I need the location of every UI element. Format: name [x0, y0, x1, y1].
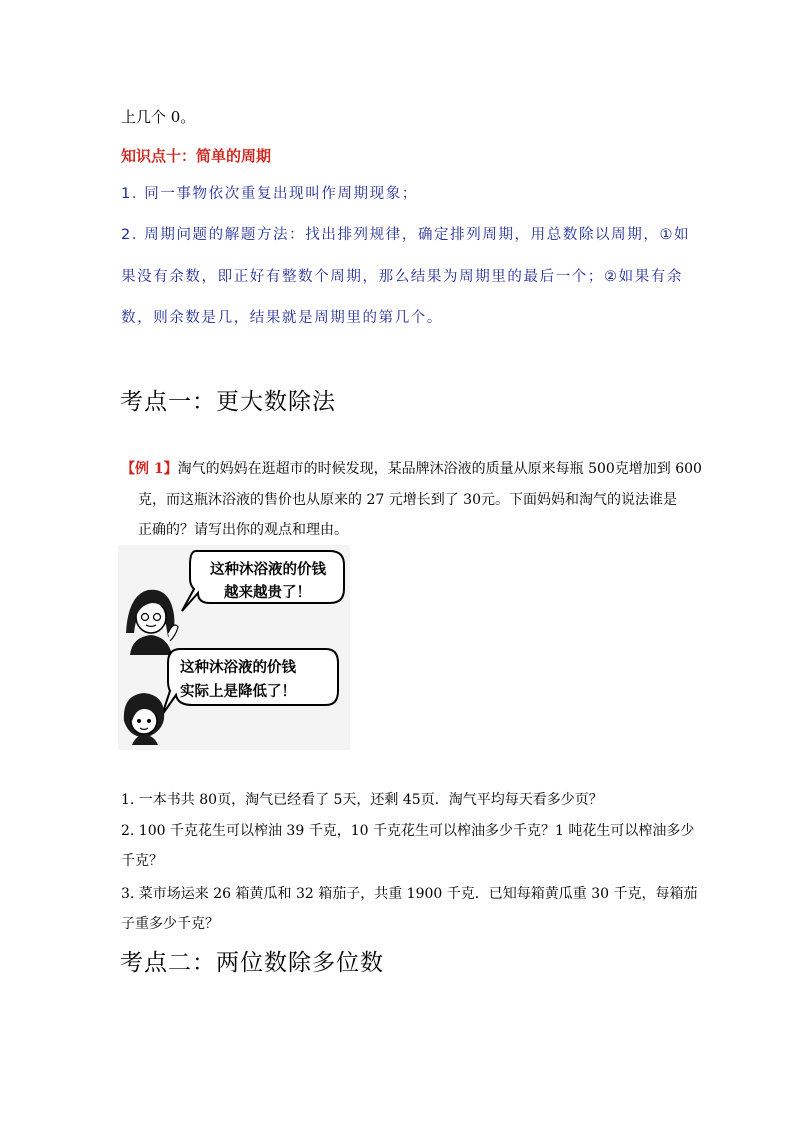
knowledge-line-1: 1. 同一事物依次重复出现叫作周期现象； — [121, 186, 418, 202]
section-title-1: 考点一：更大数除法 — [120, 389, 336, 415]
boy-bubble-line-2: 实际上是降低了！ — [180, 684, 296, 700]
question-3-line-1: 3. 菜市场运来 26 箱黄瓜和 32 箱茄子，共重 1900 千克．已知每箱黄瓜重 30 千克，每箱茄 — [121, 886, 698, 902]
example-line-2: 克，而这瓶沐浴液的售价也从原来的 27 元增长到了 30元。下面妈妈和淘气的说法谁是 — [138, 492, 677, 508]
continued-text-line: 上几个 0。 — [121, 108, 196, 126]
question-2-line-2: 千克？ — [121, 853, 163, 869]
knowledge-point-title: 知识点十：简单的周期 — [121, 147, 272, 165]
question-2-line-1: 2. 100 千克花生可以榨油 39 千克，10 千克花生可以榨油多少千克？1 吨花生可以榨油多少 — [121, 823, 695, 839]
example-line-1 — [121, 458, 702, 478]
section-title-2: 考点二：两位数除多位数 — [120, 950, 384, 976]
knowledge-line-2b: 果没有余数，即正好有整数个周期，那么结果为周期里的最后一个；②如果有余 — [121, 269, 683, 285]
question-3-line-2: 子重多少千克？ — [121, 916, 219, 932]
cartoon-illustration — [118, 545, 350, 750]
mom-bubble-line-1: 这种沐浴液的价钱 — [210, 562, 326, 578]
question-1: 1. 一本书共 80页，淘气已经看了 5天，还剩 45页．淘气平均每天看多少页？ — [121, 792, 603, 808]
example-line-3: 正确的？请写出你的观点和理由。 — [138, 522, 348, 538]
example-tag: 【例 1】 — [121, 461, 178, 477]
knowledge-line-2c: 数，则余数是几，结果就是周期里的第几个。 — [121, 310, 443, 326]
boy-bubble-line-1: 这种沐浴液的价钱 — [180, 660, 296, 676]
knowledge-line-2a: 2. 周期问题的解题方法：找出排列规律，确定排列周期，用总数除以周期，①如 — [121, 227, 691, 243]
mom-bubble-line-2: 越来越贵了！ — [224, 585, 311, 601]
example-text-1: 淘气的妈妈在逛超市的时候发现，某品牌沐浴液的质量从原来每瓶 500克增加到 600 — [177, 461, 702, 477]
